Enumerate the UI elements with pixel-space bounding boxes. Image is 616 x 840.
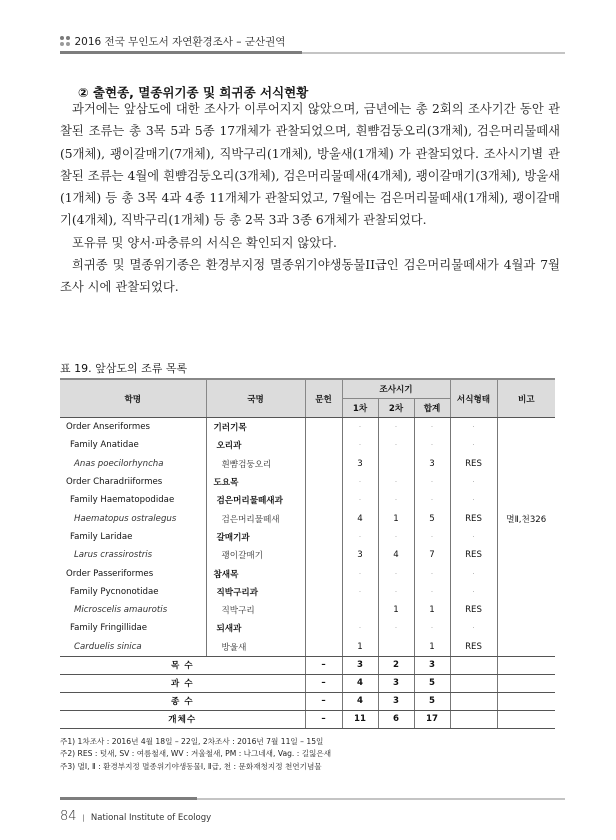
korean-name-cell: 흰뺨검둥오리	[206, 455, 305, 473]
table-row	[60, 436, 555, 454]
summary-first-cell: 11	[342, 710, 378, 728]
remarks-cell	[497, 473, 555, 491]
remarks-cell	[497, 455, 555, 473]
summary-empty-cell	[450, 710, 497, 728]
korean-name-cell: 방울새	[206, 638, 305, 657]
second-survey-cell: 1	[378, 601, 414, 619]
summary-total-cell: 5	[414, 674, 450, 692]
summary-second-cell: 6	[378, 710, 414, 728]
summary-row	[60, 674, 555, 692]
page-number: 84	[60, 809, 77, 824]
note-1: 주1) 1차조사 : 2016년 4월 18일 – 22일, 2차조사 : 2016년 7월 11일 – 15일	[60, 737, 324, 746]
table-row	[60, 601, 555, 619]
summary-empty-cell	[497, 692, 555, 710]
summary-second-cell: 2	[378, 656, 414, 674]
second-survey-cell	[378, 455, 414, 473]
header-second: 2차	[378, 399, 414, 418]
running-title	[60, 34, 565, 48]
habitat-type-cell: ·	[450, 418, 497, 437]
total-cell: ·	[414, 491, 450, 509]
section-title: ② 출현종, 멸종위기종 및 희귀종 서식현황	[78, 85, 309, 100]
summary-first-cell: 3	[342, 656, 378, 674]
first-survey-cell: ·	[342, 473, 378, 491]
table-row	[60, 491, 555, 509]
summary-second-cell: 3	[378, 692, 414, 710]
second-survey-cell	[378, 638, 414, 657]
table-row	[60, 528, 555, 546]
paragraph: 포유류 및 양서·파충류의 서식은 확인되지 않았다.	[72, 235, 337, 250]
summary-empty-cell	[450, 692, 497, 710]
habitat-type-cell: ·	[450, 473, 497, 491]
second-survey-cell: ·	[378, 473, 414, 491]
summary-total-cell: 17	[414, 710, 450, 728]
korean-name-cell: 오리과	[206, 436, 305, 454]
summary-first-cell: 4	[342, 692, 378, 710]
running-title-text: 2016 전국 무인도서 자연환경조사 – 군산권역	[74, 35, 286, 48]
header-scientific-name: 학명	[60, 379, 206, 418]
table-row	[60, 455, 555, 473]
paragraph: 희귀종 및 멸종위기종은 환경부지정 멸종위기야생동물II급인 검은머리물떼새가 4월과 7월 조사 시에 관찰되었다.	[60, 258, 560, 295]
korean-name-cell: 갈매기과	[206, 528, 305, 546]
summary-lit-cell: –	[305, 674, 342, 692]
summary-empty-cell	[497, 656, 555, 674]
summary-second-cell: 3	[378, 674, 414, 692]
header-first: 1차	[342, 399, 378, 418]
scientific-name-cell: Family Anatidae	[60, 436, 206, 454]
second-survey-cell: 1	[378, 509, 414, 527]
summary-label: 목 수	[60, 656, 305, 674]
literature-cell	[305, 638, 342, 657]
summary-row	[60, 710, 555, 728]
second-survey-cell: 4	[378, 546, 414, 564]
first-survey-cell: 1	[342, 638, 378, 657]
total-cell: 7	[414, 546, 450, 564]
table-caption: 표 19. 앞삼도의 조류 목록	[60, 362, 188, 375]
total-cell: 1	[414, 638, 450, 657]
scientific-name-cell: Family Fringillidae	[60, 619, 206, 637]
first-survey-cell: ·	[342, 528, 378, 546]
korean-name-cell: 기러기목	[206, 418, 305, 437]
total-cell: ·	[414, 619, 450, 637]
header-total: 합계	[414, 399, 450, 418]
habitat-type-cell: ·	[450, 528, 497, 546]
table-row	[60, 418, 555, 437]
total-cell: ·	[414, 583, 450, 601]
second-survey-cell: ·	[378, 583, 414, 601]
scientific-name-cell: Microscelis amaurotis	[60, 601, 206, 619]
remarks-cell	[497, 528, 555, 546]
second-survey-cell: ·	[378, 491, 414, 509]
total-cell: ·	[414, 528, 450, 546]
literature-cell	[305, 619, 342, 637]
remarks-cell	[497, 418, 555, 437]
paragraph: 과거에는 앞삼도에 대한 조사가 이루어지지 않았으며, 금년에는 총 2회의 조사기간 동안 관찰된 조류는 총 3목 5과 5종 17개체가 관찰되었으며, 흰뺨검둥오리(3개체), 검은머리물떼새(5개체), 괭이갈매기(7개체), 직박구리(1개체), 방울새(1개체) 가 관찰되었다. 조사시기별 관찰된 조류는 4월에 흰뺨검둥오리(3개체), 검은머리물떼새(4개체), 괭이갈매기(3개체), 방울새(1개체) 등 총 3목 4과 4종 11개체가 관찰되었고, 7월에는 검은머리물떼새(1개체), 괭이갈매기(4개체), 직박구리(1개체) 등 총 2목 3과 3종 6개체가 관찰되었다.	[60, 102, 560, 228]
literature-cell	[305, 509, 342, 527]
table-row	[60, 638, 555, 657]
total-cell: ·	[414, 436, 450, 454]
korean-name-cell: 되새과	[206, 619, 305, 637]
footer-rule	[60, 797, 565, 800]
scientific-name-cell: Larus crassirostris	[60, 546, 206, 564]
scientific-name-cell: Order Charadriiformes	[60, 473, 206, 491]
scientific-name-cell: Family Laridae	[60, 528, 206, 546]
habitat-type-cell: RES	[450, 638, 497, 657]
habitat-type-cell: RES	[450, 601, 497, 619]
remarks-cell	[497, 638, 555, 657]
korean-name-cell: 도요목	[206, 473, 305, 491]
page-header	[60, 34, 565, 54]
second-survey-cell: ·	[378, 436, 414, 454]
summary-label: 종 수	[60, 692, 305, 710]
first-survey-cell: ·	[342, 619, 378, 637]
remarks-cell	[497, 583, 555, 601]
literature-cell	[305, 418, 342, 437]
first-survey-cell: ·	[342, 491, 378, 509]
page-footer	[60, 794, 565, 824]
table-row	[60, 509, 555, 527]
summary-label: 과 수	[60, 674, 305, 692]
summary-row	[60, 692, 555, 710]
summary-label: 개체수	[60, 710, 305, 728]
first-survey-cell: 3	[342, 546, 378, 564]
summary-first-cell: 4	[342, 674, 378, 692]
habitat-type-cell: ·	[450, 491, 497, 509]
remarks-cell	[497, 491, 555, 509]
second-survey-cell: ·	[378, 528, 414, 546]
second-survey-cell: ·	[378, 418, 414, 437]
bird-list-table	[60, 378, 555, 729]
scientific-name-cell: Order Anseriformes	[60, 418, 206, 437]
habitat-type-cell: ·	[450, 619, 497, 637]
habitat-type-cell: ·	[450, 564, 497, 582]
body-text	[60, 98, 560, 299]
first-survey-cell: 3	[342, 455, 378, 473]
summary-total-cell: 5	[414, 692, 450, 710]
first-survey-cell: ·	[342, 436, 378, 454]
header-habitat-type: 서식형태	[450, 379, 497, 418]
scientific-name-cell: Carduelis sinica	[60, 638, 206, 657]
table-row	[60, 473, 555, 491]
summary-lit-cell: –	[305, 656, 342, 674]
total-cell: ·	[414, 418, 450, 437]
scientific-name-cell: Family Pycnonotidae	[60, 583, 206, 601]
scientific-name-cell: Anas poecilorhyncha	[60, 455, 206, 473]
four-dots-icon	[60, 36, 70, 46]
literature-cell	[305, 583, 342, 601]
habitat-type-cell: RES	[450, 509, 497, 527]
literature-cell	[305, 473, 342, 491]
literature-cell	[305, 564, 342, 582]
table-row	[60, 546, 555, 564]
korean-name-cell: 괭이갈매기	[206, 546, 305, 564]
total-cell: 3	[414, 455, 450, 473]
remarks-cell	[497, 601, 555, 619]
first-survey-cell: 4	[342, 509, 378, 527]
table-row	[60, 583, 555, 601]
summary-lit-cell: –	[305, 692, 342, 710]
note-2: 주2) RES : 텃새, SV : 여름철새, WV : 겨울철새, PM : 나그네새, Vag. : 길잃은새	[60, 749, 332, 759]
habitat-type-cell: RES	[450, 546, 497, 564]
summary-empty-cell	[450, 656, 497, 674]
literature-cell	[305, 546, 342, 564]
literature-cell	[305, 491, 342, 509]
table-row	[60, 619, 555, 637]
literature-cell	[305, 455, 342, 473]
institute-name: National Institute of Ecology	[90, 813, 212, 823]
scientific-name-cell: Order Passeriformes	[60, 564, 206, 582]
remarks-cell	[497, 619, 555, 637]
korean-name-cell: 직박구리	[206, 601, 305, 619]
summary-row	[60, 656, 555, 674]
summary-empty-cell	[497, 710, 555, 728]
remarks-cell	[497, 546, 555, 564]
remarks-cell	[497, 436, 555, 454]
habitat-type-cell: ·	[450, 436, 497, 454]
literature-cell	[305, 436, 342, 454]
total-cell: ·	[414, 564, 450, 582]
total-cell: ·	[414, 473, 450, 491]
scientific-name-cell: Family Haematopodidae	[60, 491, 206, 509]
korean-name-cell: 참새목	[206, 564, 305, 582]
summary-empty-cell	[497, 674, 555, 692]
habitat-type-cell: ·	[450, 583, 497, 601]
header-remarks: 비고	[497, 379, 555, 418]
literature-cell	[305, 528, 342, 546]
habitat-type-cell: RES	[450, 455, 497, 473]
table-notes	[60, 736, 331, 773]
summary-total-cell: 3	[414, 656, 450, 674]
table-row	[60, 564, 555, 582]
first-survey-cell: ·	[342, 418, 378, 437]
remarks-cell	[497, 564, 555, 582]
scientific-name-cell: Haematopus ostralegus	[60, 509, 206, 527]
summary-lit-cell: –	[305, 710, 342, 728]
second-survey-cell: ·	[378, 564, 414, 582]
total-cell: 1	[414, 601, 450, 619]
korean-name-cell: 직박구리과	[206, 583, 305, 601]
header-survey-period: 조사시기	[342, 379, 450, 399]
summary-empty-cell	[450, 674, 497, 692]
remarks-cell: 멸Ⅱ,천326	[497, 509, 555, 527]
footer-separator: |	[82, 814, 85, 822]
header-korean-name: 국명	[206, 379, 305, 418]
total-cell: 5	[414, 509, 450, 527]
note-3: 주3) 멸Ⅰ, Ⅱ : 환경부지정 멸종위기야생동물Ⅰ, Ⅱ급, 천 : 문화재청지정 천연기념물	[60, 761, 322, 771]
first-survey-cell: ·	[342, 564, 378, 582]
korean-name-cell: 검은머리물떼새	[206, 509, 305, 527]
first-survey-cell: ·	[342, 583, 378, 601]
literature-cell	[305, 601, 342, 619]
header-literature: 문헌	[305, 379, 342, 418]
first-survey-cell	[342, 601, 378, 619]
second-survey-cell: ·	[378, 619, 414, 637]
header-rule	[60, 51, 565, 54]
korean-name-cell: 검은머리물떼새과	[206, 491, 305, 509]
